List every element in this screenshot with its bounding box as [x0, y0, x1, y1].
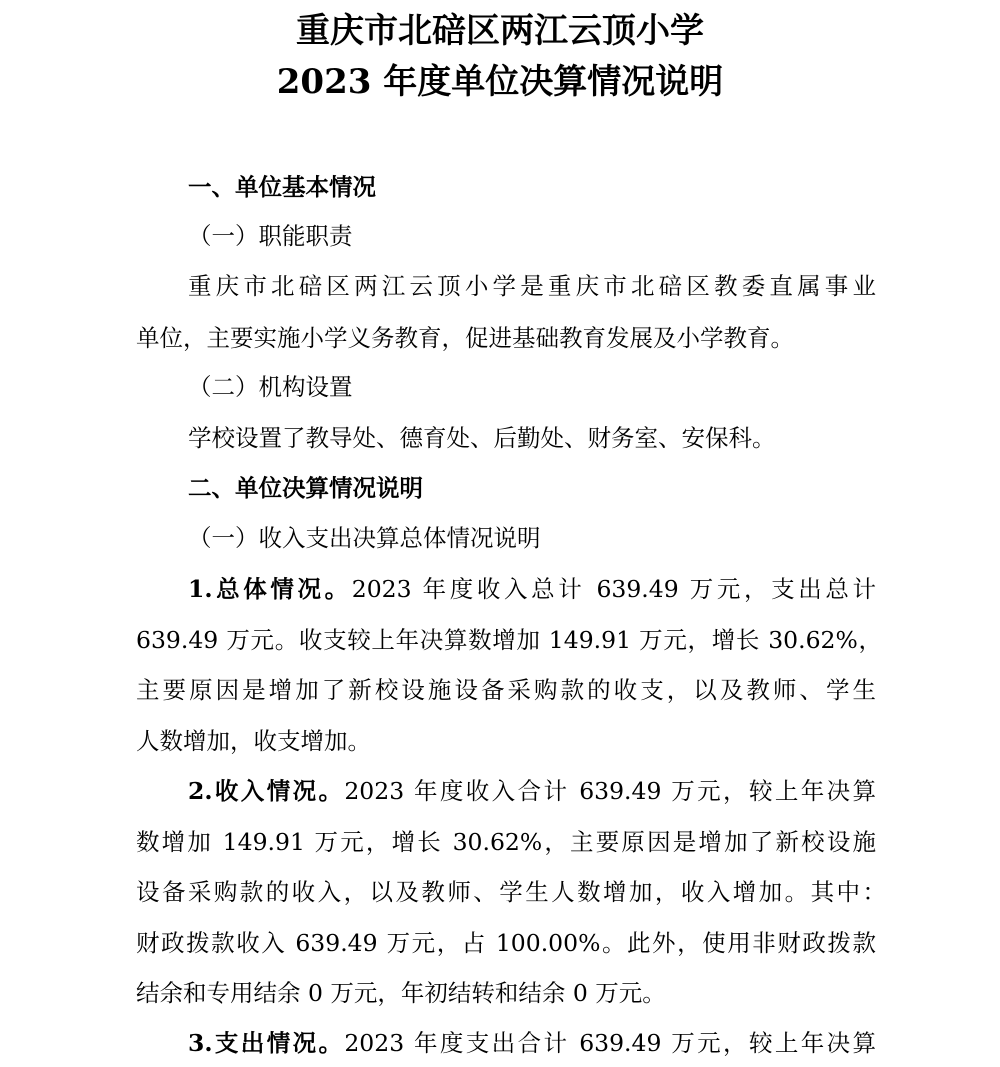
item2-line2: 数增加 149.91 万元，增长 30.62%，主要原因是增加了新校设施: [136, 828, 876, 856]
item3-line1-rest: 2023 年度支出合计 639.49 万元，较上年决算: [344, 1029, 876, 1057]
item2-line4: 财政拨款收入 639.49 万元，占 100.00%。此外，使用非财政拨款: [136, 929, 876, 957]
item2-line1-rest: 2023 年度收入合计 639.49 万元，较上年决算: [344, 777, 876, 805]
section1-sub2-heading: （二）机构设置: [188, 373, 353, 401]
section1-sub1-para-line2: 单位，主要实施小学义务教育，促进基础教育发展及小学教育。: [136, 324, 794, 352]
document-title-line2: 2023 年度单位决算情况说明: [276, 62, 724, 102]
item1-lead: 1.总体情况。: [188, 575, 352, 603]
section1-sub1-para-line1: 重庆市北碚区两江云顶小学是重庆市北碚区教委直属事业: [188, 272, 876, 300]
item3-lead: 3.支出情况。: [188, 1029, 345, 1057]
item1-line3: 主要原因是增加了新校设施设备采购款的收支，以及教师、学生: [136, 676, 876, 704]
section2-heading: 二、单位决算情况说明: [188, 474, 423, 502]
section1-heading: 一、单位基本情况: [188, 173, 376, 201]
item2-line3: 设备采购款的收入，以及教师、学生人数增加，收入增加。其中：: [136, 878, 886, 906]
item2-line1: [188, 776, 876, 806]
item1-line2: 639.49 万元。收支较上年决算数增加 149.91 万元，增长 30.62%，: [136, 626, 882, 654]
section1-sub1-heading: （一）职能职责: [188, 222, 353, 250]
section1-sub2-para: 学校设置了教导处、德育处、后勤处、财务室、安保科。: [188, 424, 776, 452]
item1-line4: 人数增加，收支增加。: [136, 727, 371, 755]
section2-sub1-heading: （一）收入支出决算总体情况说明: [188, 524, 541, 552]
item2-lead: 2.收入情况。: [188, 777, 345, 805]
item1-line1: [188, 574, 876, 604]
item2-line5: 结余和专用结余 0 万元，年初结转和结余 0 万元。: [136, 979, 666, 1007]
item3-line1: [188, 1028, 876, 1058]
document-title-line1: 重庆市北碚区两江云顶小学: [296, 11, 704, 51]
item1-line1-rest: 2023 年度收入总计 639.49 万元，支出总计: [351, 575, 876, 603]
